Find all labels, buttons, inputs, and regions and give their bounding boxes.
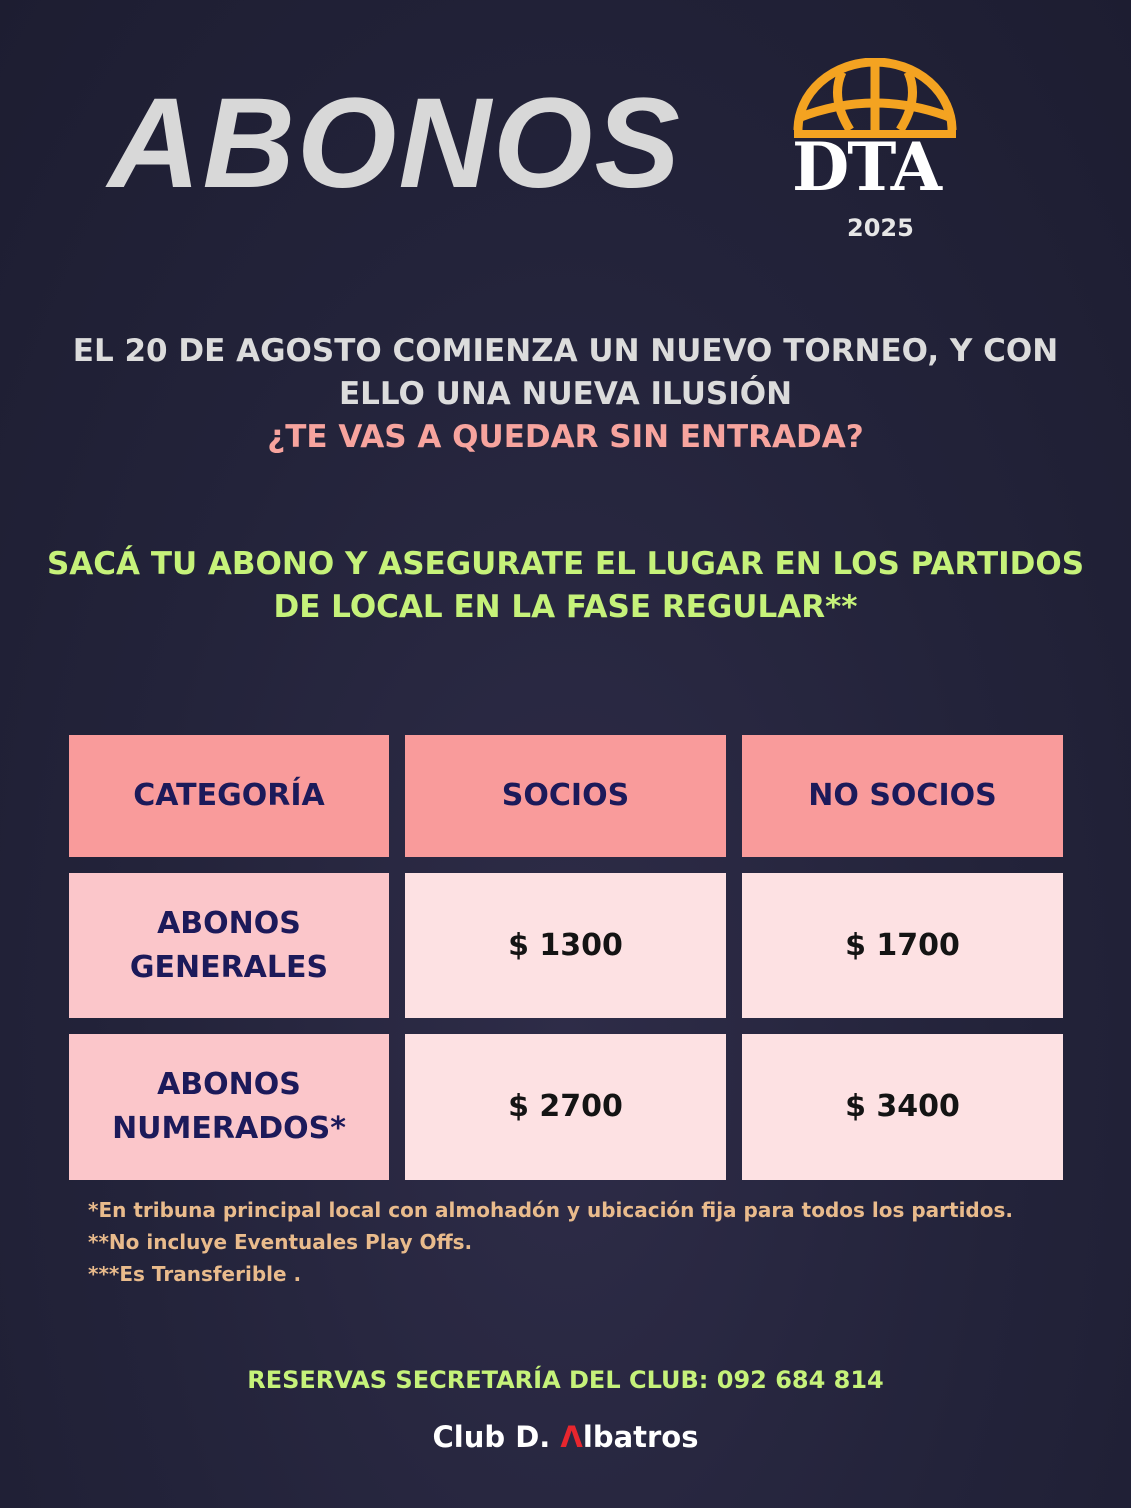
category-cell (69, 873, 389, 1018)
header-categoria: CATEGORÍA (69, 735, 389, 857)
offer-line: SACÁ TU ABONO Y ASEGURATE EL LUGAR EN LOS PARTIDOS (46, 546, 1085, 582)
price-socios: $ 2700 (405, 1034, 726, 1180)
header-no-socios: NO SOCIOS (742, 735, 1063, 857)
category-cell (69, 1034, 389, 1180)
header-socios: SOCIOS (405, 735, 726, 857)
category-line: ABONOS (157, 1067, 301, 1102)
club-name-suffix: lbatros (582, 1420, 699, 1454)
price-no-socios: $ 3400 (742, 1034, 1063, 1180)
intro-question: ¿TE VAS A QUEDAR SIN ENTRADA? (267, 419, 864, 455)
reservations-contact: RESERVAS SECRETARÍA DEL CLUB: 092 684 814 (247, 1366, 884, 1394)
intro-text (0, 330, 1131, 459)
intro-line: EL 20 DE AGOSTO COMIENZA UN NUEVO TORNEO, Y CON (72, 333, 1059, 369)
intro-line: ELLO UNA NUEVA ILUSIÓN (338, 376, 793, 412)
footnote: **No incluye Eventuales Play Offs. (88, 1230, 473, 1254)
footnote: ***Es Transferible . (88, 1262, 302, 1286)
price-no-socios: $ 1700 (742, 873, 1063, 1018)
basketball-icon (790, 58, 960, 138)
offer-text (0, 543, 1131, 629)
logo-year: 2025 (847, 214, 914, 242)
club-logo (0, 1420, 1131, 1454)
category-line: NUMERADOS* (112, 1111, 346, 1146)
club-logo-letter: Λ (560, 1420, 583, 1454)
page-title: ABONOS (108, 72, 682, 215)
dta-logo-text: DTA (792, 128, 940, 206)
club-name-prefix: Club D. (432, 1420, 561, 1454)
offer-line: DE LOCAL EN LA FASE REGULAR** (273, 589, 858, 625)
category-line: GENERALES (129, 949, 329, 985)
price-socios: $ 1300 (405, 873, 726, 1018)
footnotes (88, 1194, 1013, 1290)
footnote: *En tribuna principal local con almohadón y ubicación fija para todos los partidos. (88, 1198, 1013, 1222)
category-line: ABONOS (157, 905, 301, 941)
